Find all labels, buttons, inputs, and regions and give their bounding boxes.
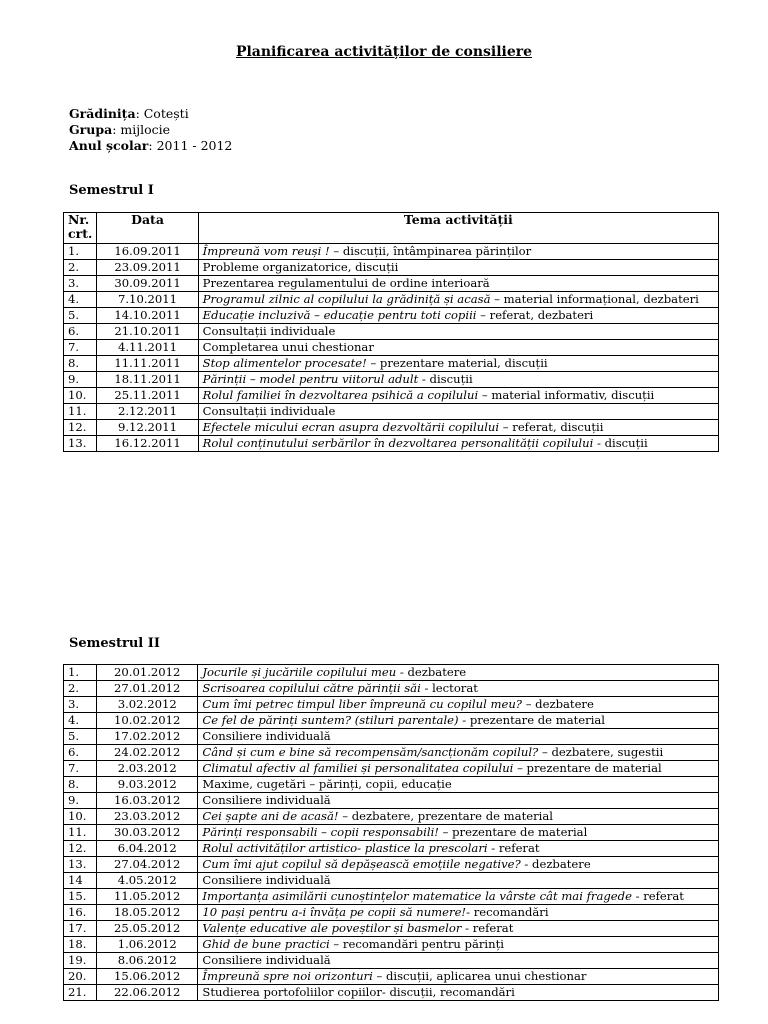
topic-title: Rolul activităților artistico- plastice la prescolari: [202, 841, 488, 855]
row-topic: [198, 953, 719, 969]
grupa-line: Grupa: mijlocie: [69, 122, 171, 137]
row-date: 1.06.2012: [97, 937, 198, 953]
row-number: 8.: [64, 356, 97, 372]
topic-title: Importanța asimilării cunoștințelor matematice la vârste cât mai fragede: [202, 889, 632, 903]
table-row: [64, 889, 719, 905]
table-row: [64, 953, 719, 969]
row-topic: [198, 276, 718, 292]
semester-2-table: [63, 664, 719, 1001]
row-number: 15.: [64, 889, 97, 905]
topic-details: Prezentarea regulamentului de ordine interioară: [202, 276, 490, 290]
topic-title: Cum îmi petrec timpul liber împreună cu copilul meu?: [202, 697, 523, 711]
topic-details: – recomandări pentru părinți: [329, 937, 504, 951]
table-row: [64, 777, 719, 793]
table-row: [64, 356, 719, 372]
row-number: 10.: [64, 388, 97, 404]
row-number: 3.: [64, 276, 97, 292]
row-number: 12.: [64, 841, 97, 857]
table-row: [64, 921, 719, 937]
row-topic: [198, 244, 718, 260]
row-topic: [198, 372, 718, 388]
row-topic: [198, 873, 719, 889]
table-row: [64, 873, 719, 889]
topic-title: Împreună spre noi orizonturi: [202, 969, 373, 983]
topic-details: – referat, dezbateri: [476, 308, 594, 322]
row-number: 1.: [64, 244, 97, 260]
topic-title: Scrisoarea copilului către părinții săi: [202, 681, 421, 695]
table-row: [64, 260, 719, 276]
row-number: 3.: [64, 697, 97, 713]
row-date: 27.04.2012: [97, 857, 198, 873]
table-row: [64, 761, 719, 777]
row-date: 6.04.2012: [97, 841, 198, 857]
table-row: [64, 308, 719, 324]
row-number: 2.: [64, 260, 97, 276]
topic-details: – dezbatere, sugestii: [538, 745, 664, 759]
topic-title: Educație incluzivă – educație pentru toti copiii: [202, 308, 477, 322]
row-number: 10.: [64, 809, 97, 825]
row-date: 23.09.2011: [97, 260, 198, 276]
row-topic: [198, 777, 719, 793]
header-data: Data: [97, 213, 198, 244]
row-topic: [198, 905, 719, 921]
row-number: 7.: [64, 761, 97, 777]
gradinita-line: Grădinița: Cotești: [69, 106, 189, 121]
table-row: [64, 985, 719, 1001]
row-topic: [198, 260, 718, 276]
row-topic: [198, 404, 718, 420]
row-date: 16.09.2011: [97, 244, 198, 260]
row-number: 11.: [64, 825, 97, 841]
row-date: 14.10.2011: [97, 308, 198, 324]
topic-details: Consiliere individuală: [202, 793, 331, 807]
topic-details: - dezbatere: [520, 857, 591, 871]
row-number: 13.: [64, 436, 97, 452]
table-row: [64, 697, 719, 713]
row-date: 7.10.2011: [97, 292, 198, 308]
topic-details: - discuții: [418, 372, 473, 386]
row-topic: [198, 937, 719, 953]
row-date: 24.02.2012: [97, 745, 198, 761]
topic-details: - lectorat: [420, 681, 478, 695]
row-number: 7.: [64, 340, 97, 356]
table-row: [64, 841, 719, 857]
row-date: 16.12.2011: [97, 436, 198, 452]
row-date: 4.11.2011: [97, 340, 198, 356]
topic-details: Consiliere individuală: [202, 729, 331, 743]
row-date: 23.03.2012: [97, 809, 198, 825]
topic-title: Valențe educative ale poveștilor și basmelor: [202, 921, 462, 935]
table-row: [64, 372, 719, 388]
row-date: 18.11.2011: [97, 372, 198, 388]
topic-details: - referat: [631, 889, 684, 903]
topic-title: Stop alimentelor procesate!: [202, 356, 367, 370]
row-number: 6.: [64, 324, 97, 340]
topic-details: Completarea unui chestionar: [202, 340, 374, 354]
row-date: 30.03.2012: [97, 825, 198, 841]
topic-details: - referat: [487, 841, 540, 855]
table-row: [64, 809, 719, 825]
row-date: 3.02.2012: [97, 697, 198, 713]
table-row: [64, 937, 719, 953]
page-title: Planificarea activităților de consiliere: [235, 44, 533, 60]
row-topic: [198, 713, 719, 729]
topic-title: Climatul afectiv al familiei și personalitatea copilului: [202, 761, 514, 775]
table-row: [64, 745, 719, 761]
topic-title: Programul zilnic al copilului la grădiniță și acasă: [202, 292, 491, 306]
row-number: 4.: [64, 713, 97, 729]
topic-title: 10 pași pentru a-i învăța pe copii să numere!: [202, 905, 467, 919]
topic-details: Consultații individuale: [202, 404, 336, 418]
row-number: 21.: [64, 985, 97, 1001]
table-row: [64, 436, 719, 452]
table-row: [64, 292, 719, 308]
semester-2-title: Semestrul II: [69, 636, 160, 651]
semester-1-title: Semestrul I: [69, 183, 154, 198]
row-date: 25.11.2011: [97, 388, 198, 404]
row-number: 16.: [64, 905, 97, 921]
topic-details: – referat, discuții: [499, 420, 604, 434]
topic-details: Probleme organizatorice, discuții: [202, 260, 399, 274]
topic-details: - recomandări: [466, 905, 549, 919]
row-date: 27.01.2012: [97, 681, 198, 697]
topic-title: Rolul conținutului serbărilor în dezvoltarea personalității copilului: [202, 436, 594, 450]
row-date: 9.03.2012: [97, 777, 198, 793]
row-number: 5.: [64, 729, 97, 745]
table-row: [64, 404, 719, 420]
row-topic: [198, 921, 719, 937]
topic-details: Consiliere individuală: [202, 953, 331, 967]
row-date: 22.06.2012: [97, 985, 198, 1001]
topic-details: Maxime, cugetări – părinți, copii, educație: [202, 777, 452, 791]
table-header-row: [64, 213, 719, 244]
topic-details: - dezbatere: [396, 665, 467, 679]
row-date: 11.11.2011: [97, 356, 198, 372]
row-date: 11.05.2012: [97, 889, 198, 905]
topic-details: – material informativ, discuții: [478, 388, 655, 402]
row-date: 30.09.2011: [97, 276, 198, 292]
row-topic: [198, 356, 718, 372]
row-number: 19.: [64, 953, 97, 969]
row-date: 16.03.2012: [97, 793, 198, 809]
row-number: 11.: [64, 404, 97, 420]
row-topic: [198, 857, 719, 873]
info-block: [69, 106, 232, 154]
row-topic: [198, 761, 719, 777]
table-row: [64, 825, 719, 841]
table-row: [64, 681, 719, 697]
header-nr: Nr. crt.: [64, 213, 97, 244]
topic-details: Consiliere individuală: [202, 873, 331, 887]
row-number: 2.: [64, 681, 97, 697]
row-number: 4.: [64, 292, 97, 308]
topic-details: - prezentare de material: [458, 713, 606, 727]
table-row: [64, 713, 719, 729]
topic-title: Ghid de bune practici: [202, 937, 330, 951]
row-date: 10.02.2012: [97, 713, 198, 729]
row-date: 2.03.2012: [97, 761, 198, 777]
row-topic: [198, 388, 718, 404]
row-date: 25.05.2012: [97, 921, 198, 937]
row-topic: [198, 729, 719, 745]
row-topic: [198, 825, 719, 841]
row-number: 6.: [64, 745, 97, 761]
row-number: 12.: [64, 420, 97, 436]
row-topic: [198, 324, 718, 340]
topic-title: Cum îmi ajut copilul să depășească emoțiile negative?: [202, 857, 521, 871]
row-number: 8.: [64, 777, 97, 793]
table-row: [64, 665, 719, 681]
row-date: 21.10.2011: [97, 324, 198, 340]
row-number: 20.: [64, 969, 97, 985]
topic-title: Ce fel de părinți suntem? (stiluri parentale): [202, 713, 459, 727]
row-date: 8.06.2012: [97, 953, 198, 969]
row-date: 9.12.2011: [97, 420, 198, 436]
topic-title: Jocurile și jucăriile copilului meu: [202, 665, 397, 679]
row-number: 18.: [64, 937, 97, 953]
topic-title: Efectele micului ecran asupra dezvoltării copilului: [202, 420, 500, 434]
topic-details: – discuții, aplicarea unui chestionar: [372, 969, 587, 983]
table-row: [64, 969, 719, 985]
topic-details: – prezentare material, discuții: [366, 356, 548, 370]
table-row: [64, 324, 719, 340]
topic-details: – discuții, întâmpinarea părinților: [329, 244, 532, 258]
row-topic: [198, 292, 718, 308]
topic-title: Cei șapte ani de acasă!: [202, 809, 339, 823]
table-row: [64, 340, 719, 356]
topic-details: Studierea portofoliilor copiilor- discuții, recomandări: [202, 985, 515, 999]
row-topic: [198, 681, 719, 697]
row-topic: [198, 889, 719, 905]
topic-title: Împreună vom reuși !: [202, 244, 330, 258]
table-row: [64, 905, 719, 921]
table-row: [64, 244, 719, 260]
row-number: 1.: [64, 665, 97, 681]
row-topic: [198, 985, 719, 1001]
row-topic: [198, 969, 719, 985]
table-row: [64, 420, 719, 436]
table-row: [64, 793, 719, 809]
table-row: [64, 276, 719, 292]
topic-details: – dezbatere: [522, 697, 594, 711]
row-number: 9.: [64, 793, 97, 809]
row-topic: [198, 308, 718, 324]
header-tema: Tema activității: [198, 213, 718, 244]
row-number: 5.: [64, 308, 97, 324]
topic-details: – prezentare de material: [513, 761, 662, 775]
row-date: 4.05.2012: [97, 873, 198, 889]
topic-title: Părinți responsabili – copii responsabili!: [202, 825, 439, 839]
row-date: 18.05.2012: [97, 905, 198, 921]
row-topic: [198, 809, 719, 825]
row-topic: [198, 420, 718, 436]
topic-details: – dezbatere, prezentare de material: [338, 809, 553, 823]
row-number: 13.: [64, 857, 97, 873]
row-date: 15.06.2012: [97, 969, 198, 985]
table-row: [64, 388, 719, 404]
topic-details: – material informațional, dezbateri: [490, 292, 699, 306]
topic-details: – prezentare de material: [438, 825, 588, 839]
row-number: 9.: [64, 372, 97, 388]
topic-title: Părinții – model pentru viitorul adult: [202, 372, 419, 386]
row-date: 20.01.2012: [97, 665, 198, 681]
row-number: 17.: [64, 921, 97, 937]
topic-details: Consultații individuale: [202, 324, 336, 338]
row-date: 2.12.2011: [97, 404, 198, 420]
topic-title: Când și cum e bine să recompensăm/sancționăm copilul?: [202, 745, 539, 759]
topic-title: Rolul familiei în dezvoltarea psihică a copilului: [202, 388, 479, 402]
row-topic: [198, 436, 718, 452]
row-topic: [198, 340, 718, 356]
an-scolar-line: Anul școlar: 2011 - 2012: [69, 138, 233, 153]
row-number: 14: [64, 873, 97, 889]
table-row: [64, 857, 719, 873]
row-topic: [198, 841, 719, 857]
topic-details: - discuții: [593, 436, 648, 450]
semester-1-table: [63, 212, 719, 452]
table-row: [64, 729, 719, 745]
row-date: 17.02.2012: [97, 729, 198, 745]
row-topic: [198, 793, 719, 809]
row-topic: [198, 697, 719, 713]
topic-details: - referat: [461, 921, 514, 935]
row-topic: [198, 745, 719, 761]
row-topic: [198, 665, 719, 681]
